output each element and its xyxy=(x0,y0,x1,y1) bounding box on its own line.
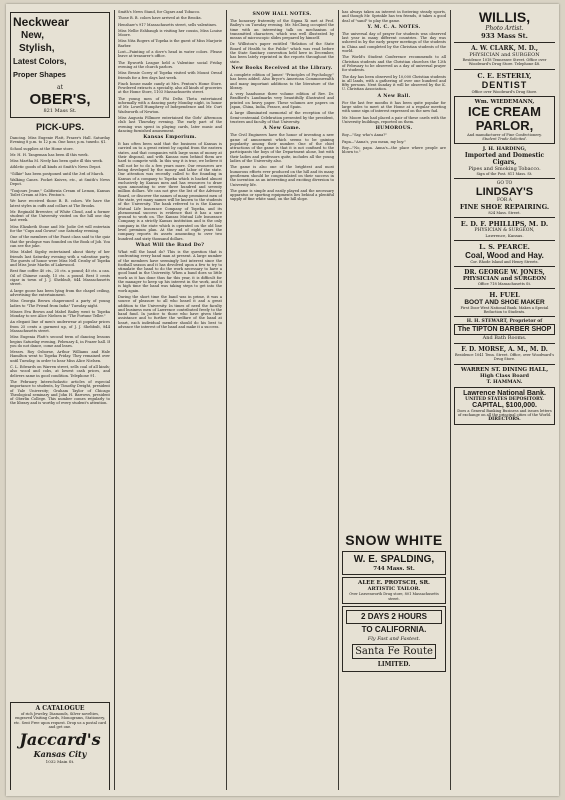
pickup-item: Miss Mabel Sigsby entertained about thirty of her friends last Saturday evening with a valentine party. The guests of honor were Miss Nell Crosby of Topeka and Miss Josie Marlin of Lakewood. xyxy=(10,250,110,268)
news-item: Miss Augusta Fillmore entertained the Girls' Afternoon club last Thursday evening. The early part of the evening was spent in playing cards, later music and dancing furnished amusement. xyxy=(118,115,222,133)
article-body: The World's Student Conference recommends to all Christian students and the Christian churches the 12th of February to be observed as a day of universal prayer for students. xyxy=(342,55,446,73)
ad-divider xyxy=(454,364,555,365)
ad-divider xyxy=(454,343,555,344)
jones-ad xyxy=(454,269,555,286)
neckwear-stylish: Stylish, xyxy=(19,43,55,54)
pickup-item: Miss Eugenia Platt's second term of dancing lessons begins Saturday evening, February 4, in Frazer hall. If you do not dance, come and learn. xyxy=(10,335,110,348)
ad-divider xyxy=(454,42,555,43)
bank-capital: CAPITAL, $100,000. xyxy=(472,401,537,409)
article-heading: A New Ball. xyxy=(377,93,411,99)
pickup-item: School supplies at the Home store. xyxy=(10,146,74,151)
fuel-ad xyxy=(454,291,555,315)
santa-fe-ad xyxy=(342,606,446,672)
pickup-item: "Toujours Jeune," California Cream of Lemon, Kansas Toilet Cream at Mrs. Fenton's. xyxy=(10,188,110,197)
willis-name: WILLIS, xyxy=(478,10,531,25)
humorous-heading: HUMOROUS. xyxy=(375,126,413,132)
harding-address: Sign of the Post. 811 Mass. St. xyxy=(476,171,533,176)
article-body: Dr. Williston's paper entitled "Relation of the State Board of Health to the Public" which was read before the State Sanitary convention held here in December, has been lately reprinted in the reports throughout the state. xyxy=(230,42,334,64)
pickup-item: The February Interscholastic articles of especial importance to students, by Timothy Dwight, president of Yale University; Graham Taylor of Chicago Theological seminary and John H. Barrows, president of Oberlin College. This number comes regularly to the library and is worthy of every student's attention. xyxy=(10,379,110,406)
harding-ad xyxy=(454,146,555,176)
neckwear-shapes: Proper Shapes xyxy=(13,70,66,79)
spalding-ad xyxy=(342,551,446,575)
obers-address: 821 Mass St. xyxy=(43,108,77,114)
obers-name: OBER'S, xyxy=(29,91,91,108)
column-rule xyxy=(450,10,451,790)
pickup-item: Miss Martha M. Neely has been quite ill this week. xyxy=(10,159,103,164)
news-item: Smith's News Stand, for Cigars and Tobacco. xyxy=(118,10,201,14)
willis-address: 933 Mass St. xyxy=(481,32,528,40)
pickup-item: Miss Elizabeth Stone and Mr. Jodie Ort will entertain for the "Cups and Gowns" one Saturday evening. xyxy=(10,224,110,234)
esterly-ad xyxy=(454,72,555,94)
humorous-line: Boy—"Say, who's Anna?" xyxy=(342,133,387,138)
fuel-name: H. FUEL xyxy=(489,290,520,299)
fuel-address: First Door West National Bank. Makes a Special Reduction to Students. xyxy=(460,305,549,314)
esterly-address: Office over Woodward's Drug Store. xyxy=(471,89,538,94)
column-1 xyxy=(10,10,110,790)
jaccard-address: 1032 Main St. xyxy=(45,759,75,765)
article-heading: Y. M. C. A. NOTES. xyxy=(367,24,421,30)
column-rule xyxy=(114,10,115,790)
pearce-service: Coal, Wood and Hay. xyxy=(465,250,544,260)
snow-white-ad xyxy=(342,532,446,674)
article-body: The game is also one of the brightest and most humorous efforts ever produced on the hill and its many gentlemen should be congratulated on their success in the invention as an interesting and exciting diversion to University life. xyxy=(230,165,334,187)
bank-description: Does a General Banking Business and issues letters of exchange on all the principal cities of the World. xyxy=(457,408,552,418)
news-item: The Epworth League held a Valentine social Friday evening at the church parlors. xyxy=(118,60,222,69)
phillips-title: PHYSICIAN & SURGEON, xyxy=(474,227,535,233)
humorous-line: Papa—"Anna's, you mean, my boy." xyxy=(342,139,406,144)
humorous-line: Boy—"No, papa. Anna's—the place where people are blown to." xyxy=(342,145,446,155)
obers-ad xyxy=(10,12,110,118)
santa-fe-flyer: Fly Fast and Fastest. xyxy=(367,636,421,642)
phillips-name: E. D. F. PHILLIPS, M. D. xyxy=(460,219,549,228)
news-item: Those B. B. colors have arrived at the Brooks. xyxy=(118,16,202,21)
bank-directors: DIRECTORS. xyxy=(488,417,521,423)
column-rule xyxy=(226,10,227,790)
article-body: A large illuminated memorial of the reception of the Semi-centennial Celebration presented by the president, trustees and faculty of that University. xyxy=(230,111,334,124)
article-body: During the short time the band was in prime, it was a source of pleasure to all who heard it and a great addition to the University. In times of need the faculty and business men of Lawrence contributed freely to the band fund. In justice to those who have given their assistance and to further the welfare of the band at heart, each individual member should do his best to advance the interest of the band and make it a success. xyxy=(118,294,222,329)
article-body: For the last few months it has been quite popular for large sides to meet at the Home at a regular meeting with some sign of interest expressed on the new fad. xyxy=(342,100,446,114)
santa-fe-limited: LIMITED. xyxy=(377,661,411,668)
obers-at: at xyxy=(57,84,63,91)
santa-fe-days: 2 DAYS 2 HOURS xyxy=(346,610,442,624)
article-body: The honorary fraternity of the Sigma Xi met at Prof. Bailey's on Tuesday evening. Mr. McClung occupied the time with an interesting talk on mechanism of transmitted characters, which was well illustrated by means of microscopic slides prepared by himself. xyxy=(230,19,334,41)
esterly-title: DENTIST xyxy=(481,79,528,90)
neckwear-heading: Neckwear xyxy=(13,15,70,29)
protsch-address: Over Leavenworth Drug store, 801 Massachusetts street. xyxy=(349,592,439,601)
wiedemann-trade: Student Trade Solicited. xyxy=(482,136,527,141)
article-heading: Kansas Emporium. xyxy=(143,135,197,141)
ad-divider xyxy=(454,69,555,70)
stewart-ad xyxy=(454,319,555,341)
pickup-item: Messrs. Roy Osborne, Arthur Williams and Hale Hamilton went to Topeka Friday. They remained over until Tuesday, in order to hear Miss Alice Nielsen. xyxy=(10,350,110,363)
morse-name: F. D. MORSE, A. M., M. D. xyxy=(461,346,548,354)
neckwear-colors: Latest Colors, xyxy=(13,57,67,66)
santa-fe-california: TO CALIFORNIA. xyxy=(361,625,427,634)
phillips-ad xyxy=(454,220,555,238)
article-body: The day has been observed by 10,000 Christian students in all lands, with a gathering of over one hundred and fifty persons. Next Sunday it will be observed by the K. U. Christian Association. xyxy=(342,74,446,92)
ad-divider xyxy=(454,266,555,267)
warren-name: WARREN ST. DINING HALL, xyxy=(460,366,549,373)
pearce-name: L. S. PEARCE. xyxy=(479,242,530,251)
column-3 xyxy=(230,10,334,790)
pickup-item: A large goose has been lying from the chapel ceiling, advertising the entertainment. xyxy=(10,288,110,297)
protsch-name: ALEE E. PROTSCH, SR. xyxy=(358,580,430,586)
pickup-item: Athletic goods of all kinds at Smith's News Depot. xyxy=(10,165,102,170)
pearce-ad xyxy=(454,243,555,264)
article-heading: New Books Received at the Library. xyxy=(231,65,333,71)
news-item: Finch house made candy at Mrs. Fenton's Home Store. Powdered extracts a specialty, also all kinds of groceries at the Home Store, 1103 Massachusetts street. xyxy=(118,81,222,95)
lindsay-goto: GO TO xyxy=(496,180,513,186)
wiedemann-tagline: And manufacturer of Fine Confectionery. xyxy=(467,132,542,137)
willis-subtitle: Photo Artist. xyxy=(485,25,524,32)
warren-proprietor: T. HAMMAN. xyxy=(486,378,523,385)
spalding-name: W. E. SPALDING, xyxy=(353,554,435,565)
protsch-title: ARTISTIC TAILOR. xyxy=(367,586,421,592)
lindsay-address: 824 Mass. Street. xyxy=(488,210,521,215)
fuel-title: BOOT AND SHOE MAKER xyxy=(464,298,545,306)
protsch-ad xyxy=(342,577,446,604)
stewart-shop: The TIPTON BARBER SHOP xyxy=(454,324,555,335)
esterly-name: C. E. ESTERLY, xyxy=(477,71,532,80)
stewart-rooms: And Bath Rooms. xyxy=(482,335,527,342)
jaccard-ad xyxy=(10,702,110,790)
article-heading: A New Game. xyxy=(263,126,301,132)
article-body: has always taken an interest in fostering steady sports, and though Mr. Sprinkle has ten friends, it takes a good deal of "sand" to play the game. xyxy=(342,10,446,23)
jones-title: PHYSICIAN and SURGEON xyxy=(462,275,547,282)
pickup-item: Misses Eva Brown and Mabel Bailey went to Topeka Monday to see Alice Nielsen in "The Fortune Teller." xyxy=(10,309,110,319)
lindsay-service: FINE SHOE REPAIRING. xyxy=(459,202,550,211)
ad-divider xyxy=(454,217,555,218)
bank-name: Lawrence National Bank. xyxy=(463,389,546,397)
willis-ad xyxy=(454,10,555,40)
clark-ad xyxy=(454,45,555,67)
santa-fe-route: Santa Fe Route xyxy=(352,644,436,659)
spalding-address: 744 Mass. St. xyxy=(373,566,415,572)
column-5 xyxy=(454,10,555,790)
pearce-address: Cor. Rhode Island and Henry Streets. xyxy=(470,259,539,264)
jones-name: DR. GEORGE W. JONES, xyxy=(464,268,545,276)
morse-ad xyxy=(454,346,555,362)
warren-board: High Class Board xyxy=(480,372,529,379)
pickup-item: Walking Canes. Pocket Knives, etc., at Smith's News Depot. xyxy=(10,178,110,187)
pickup-item: We have received those B. B. colors. We have the latest styles in cuffs and collars at The Brooks. xyxy=(10,199,110,208)
news-item: Lost—Painting of a dove's head in water colors. Please leave at treasurer's office. xyxy=(118,50,222,59)
pickup-item: Best fine coffee 40 cts., 25 cts. a pound; 40 cts. a can. Oil of Chinese candy, 15 cts. a pound. Best 5 cents cigar in town of J. J. Shebbult, 844 Massachusetts street. xyxy=(10,269,110,287)
jones-address: Office 718 Massachusetts St. xyxy=(477,281,532,286)
catalogue-title: A CATALOGUE xyxy=(35,705,85,712)
pickup-item: One of the members of the Faust class said to the quiz that the prologue was founded on the Book of Job. You can see the joke. xyxy=(10,235,110,248)
bank-ad xyxy=(454,387,555,426)
ad-divider xyxy=(454,288,555,289)
pickups-heading: PICK-UPS. xyxy=(35,122,85,133)
bank-depository: UNITED STATES DEPOSITORY. xyxy=(465,396,544,402)
pickup-item: Mr. H. H. Tangeman has been ill this week. xyxy=(10,152,89,157)
article-heading: SNOW HALL NOTES. xyxy=(252,12,312,17)
wiedemann-ice-cream: ICE CREAM xyxy=(468,103,541,119)
article-body: The universal day of prayer for students was observed last year in many different countries. The day was ushered in by the early prayer meetings of the students in China and completed by the Christian students of the world. xyxy=(342,31,446,54)
catalogue-text: of rich Jewelry, Diamonds, Silver novelties, engraved Visiting Cards, Monograms, Stationery, etc. Sent Free upon request. Drop us a postal card and get one. xyxy=(13,712,107,729)
phillips-city: Lawrence, Kansas. xyxy=(485,232,524,238)
article-body: The Civil Engineers have the honor of inventing a new game of amusement which seems to be gaining popularity among their number. One of the chief attractions of the game is that it is not confined to the participants the boys of the Department alone, but with their ladies and professors quite, includes all the young ladies of the University also. xyxy=(230,133,334,164)
news-item: Miss Nellie Eshbaugh is visiting her cousin, Miss Louise Moore. xyxy=(118,28,222,38)
pickup-item: Miss Georgia Brown chaperoned a party of young ladies to "The Friend from India" Tuesday night. xyxy=(10,299,110,308)
news-item: Miss Bessie Corey of Topeka visited with Mount Oread friends for a few days last week. xyxy=(118,71,222,80)
warren-ad xyxy=(454,367,555,385)
harding-pipes: Pipes and Smoking Tobacco. xyxy=(468,165,541,172)
ad-divider xyxy=(454,240,555,241)
wiedemann-ad xyxy=(454,96,555,144)
article-body: What will the band do? This is the question that is confronting every band man at present. A large number of the members have seemingly lost interest since the football season and it has devolved upon a few to try to stimulate the band to do the work necessary to have a good band in the University. When a band does so little work as it has done thus far this year, it is difficult for the manager to keep up his interest in the work, and it is high time the band was taking steps to get into the work again. xyxy=(118,249,222,293)
neckwear-new: New, xyxy=(21,30,44,41)
pickup-item: An elegant line of men's underwear at popular prices from 25 cents a garment up, of J. J. Shebbult, 844 Massachusetts street. xyxy=(10,320,110,333)
stewart-name: H. H. STEWART, Proprietor of xyxy=(466,319,543,325)
harding-cigars: Imported and Domestic Cigars, xyxy=(464,151,545,166)
pickup-item: C. L. Edwards on Warren street, sells coal of all kinds; also wood and cobs, at lowest cash prices, and delivers same in good condition. Telephone 91. xyxy=(10,365,110,378)
wiedemann-name: Wm. WIEDEMANN, xyxy=(474,98,535,105)
column-4 xyxy=(342,10,446,790)
article-body: The game is simple and easily played and the necessary apparatus or sporting equipments lies behind a plentiful supply of fine white sand, on the hill slope. xyxy=(230,188,334,202)
harding-name: J. H. HARDING, xyxy=(482,145,527,152)
column-2 xyxy=(118,10,222,790)
news-item: Henshaw's 917 Massachusetts street, sells valentines. xyxy=(118,22,218,27)
article-body: A complete edition of James' "Principles of Psychology," has been added. Also Bryce's American Commonwealth and many important additions to the literature of the library. xyxy=(230,72,334,90)
jaccard-logo: Jaccard's xyxy=(19,730,101,750)
article-body: A very handsome three volume edition of Rev. Dr. Bradford's Landmarks very beautifully illustrated and printed on heavy paper. These volumes are papers on Japan, China, India, France, and Spain. xyxy=(230,92,334,110)
ad-divider xyxy=(454,316,555,317)
article-heading: What Will the Band Do? xyxy=(135,242,205,248)
wiedemann-parlor: PARLOR, xyxy=(475,117,534,133)
lindsay-for: FOR A xyxy=(497,197,512,203)
article-body: Mr. Moore has had placed a pair of these cards with the University buildings, reported on them. xyxy=(342,115,446,124)
clark-name: A. W. CLARK, M. D., xyxy=(471,45,538,52)
lindsay-ad xyxy=(454,181,555,215)
lindsay-name: LINDSAY'S xyxy=(475,185,534,198)
column-rule xyxy=(338,10,339,790)
ad-divider xyxy=(454,178,555,179)
newspaper-page xyxy=(6,4,559,796)
clark-address: Residence 1018 Tennessee Street. Office over Woodward's Drug Store. Telephone 48. xyxy=(462,58,547,67)
pickup-item: Mr. Reginald Brewster, of White Cloud, and a former student of the University visited on the hill one day last week. xyxy=(10,209,110,223)
article-body: It has often been said that the business of Kansas is carried on to a great extent by capital from the eastern states, and that companies with large sums of money at their disposal, and with Kansas men behind them are hard to compete with. In this way it is true, we believe it will not be to do a few years more. Our resources are being developed by the money and labor of the state. Our attention was recently called to the founding in Kansas of a company to Topeka which is backed almost exclusively by Kansas men and has resources to draw upon amounting to over three hundred and seventy million dollars. We can not give the list of the Advisory Board, or discover the names of many prominent men of the state, yet many names will be known to the students of the University. The bank referred to is the Kansas Mutual Life Insurance Company of Topeka, and its phenomenal success is evidence that it has a sure ground to work on. The Kansas Mutual Life Insurance Company is a strictly Kansas institution and is the only company in the state which is operated on the old line level premium plan. At the end of eight years the company reports its assets amounting to over two hundred and sixty thousand dollars. xyxy=(118,142,222,241)
pickup-item: "Gilkie" has been postponed until the 3rd of March. xyxy=(10,171,105,176)
snow-white-heading: SNOW WHITE xyxy=(345,532,443,548)
news-item: The young men of Phi Delta Theta entertained informally with a dancing party Monday night, in honor of Mr. Lowell Humphrey of Independence and Mr. Curt Wadsworth of Newton. xyxy=(118,96,222,114)
morse-address: Residence 1041 Tenn. Street. Office, over Woodward's Drug Store. xyxy=(454,353,555,362)
news-item: Miss Nita Rogers of Topeka is the guest of Miss Marjorie Barber. xyxy=(118,39,222,48)
pickup-item: Dancing. Miss Eugenie Platt, Frazer's Hall. Saturday Evening 8 p.m. to 12 p.m. One hour, p.m. tuxedo. $1. xyxy=(10,136,110,145)
clark-title: PHYSICIAN and SURGEON xyxy=(469,52,540,58)
jaccard-city: Kansas City xyxy=(33,749,87,760)
